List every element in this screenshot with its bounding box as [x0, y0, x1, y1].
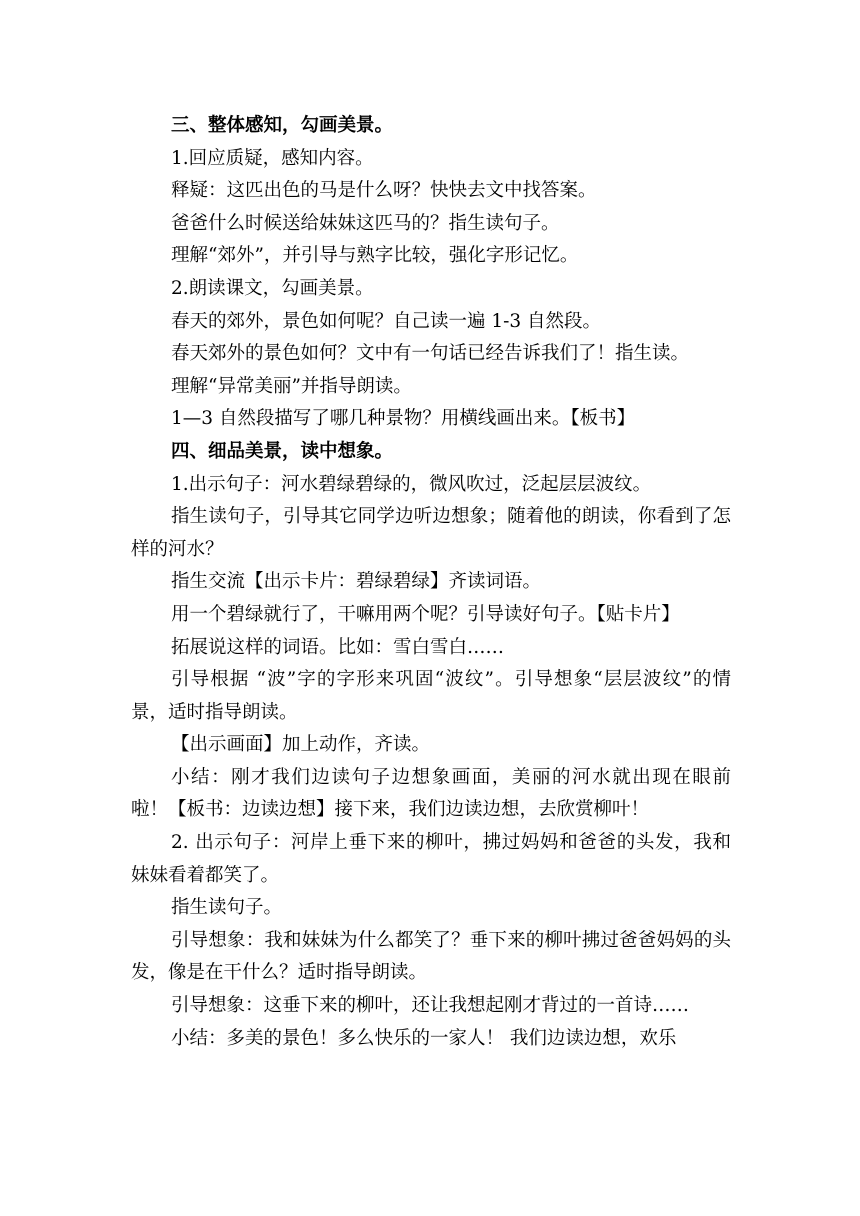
paragraph: 小结：多美的景色！多么快乐的一家人！ 我们边读边想，欢乐: [171, 1027, 677, 1049]
paragraph: 引导想象：这垂下来的柳叶，还让我想起刚才背过的一首诗……: [171, 995, 690, 1017]
paragraph: 春天的郊外，景色如何呢？自己读一遍 1-3 自然段。: [171, 310, 602, 332]
document-page: [131, 110, 731, 1055]
section-heading-4: 四、细品美景，读中想象。: [171, 440, 394, 462]
paragraph: 春天郊外的景色如何？文中有一句话已经告诉我们了！指生读。: [171, 343, 690, 365]
section-heading-3: 三、整体感知，勾画美景。: [171, 115, 394, 136]
paragraph: 爸爸什么时候送给妹妹这匹马的？指生读句子。: [171, 212, 560, 234]
paragraph: 指生读句子。: [171, 897, 283, 919]
paragraph: 2.朗读课文，勾画美景。: [171, 277, 374, 299]
paragraph: 释疑：这匹出色的马是什么呀？快快去文中找答案。: [171, 180, 597, 202]
paragraph: 用一个碧绿就行了，干嘛用两个呢？引导读好句子。【贴卡片】: [171, 603, 680, 625]
paragraph: 引导根据 “波”字的字形来巩固“波纹”。引导想象“层层波纹”的情景，适时指导朗读。: [131, 669, 731, 723]
paragraph: 理解“郊外”，并引导与熟字比较，强化字形记忆。: [171, 245, 579, 267]
paragraph: 1.出示句子：河水碧绿碧绿的，微风吹过，泛起层层波纹。: [171, 473, 652, 495]
paragraph: 引导想象：我和妹妹为什么都笑了？垂下来的柳叶拂过爸爸妈妈的头发，像是在干什么？适时指导朗读。: [131, 929, 731, 984]
paragraph: 指生交流【出示卡片：碧绿碧绿】齐读词语。: [171, 571, 542, 593]
paragraph: 理解“异常美丽”并指导朗读。: [171, 375, 412, 397]
paragraph: 拓展说这样的词语。比如：雪白雪白……: [171, 636, 505, 658]
paragraph: 1.回应质疑，感知内容。: [171, 147, 374, 169]
paragraph: 【出示画面】加上动作，齐读。: [171, 734, 431, 756]
paragraph: 2. 出示句子：河岸上垂下来的柳叶，拂过妈妈和爸爸的头发，我和妹妹看着都笑了。: [131, 832, 731, 886]
paragraph: 指生读句子，引导其它同学边听边想象；随着他的朗读，你看到了怎样的河水？: [131, 506, 731, 560]
paragraph: 小结：刚才我们边读句子边想象画面，美丽的河水就出现在眼前 啦！【板书：边读边想】接下来，我们边读边想，去欣赏柳叶！: [131, 766, 731, 821]
paragraph: 1—3 自然段描写了哪几种景物？用横线画出来。【板书】: [171, 408, 636, 430]
